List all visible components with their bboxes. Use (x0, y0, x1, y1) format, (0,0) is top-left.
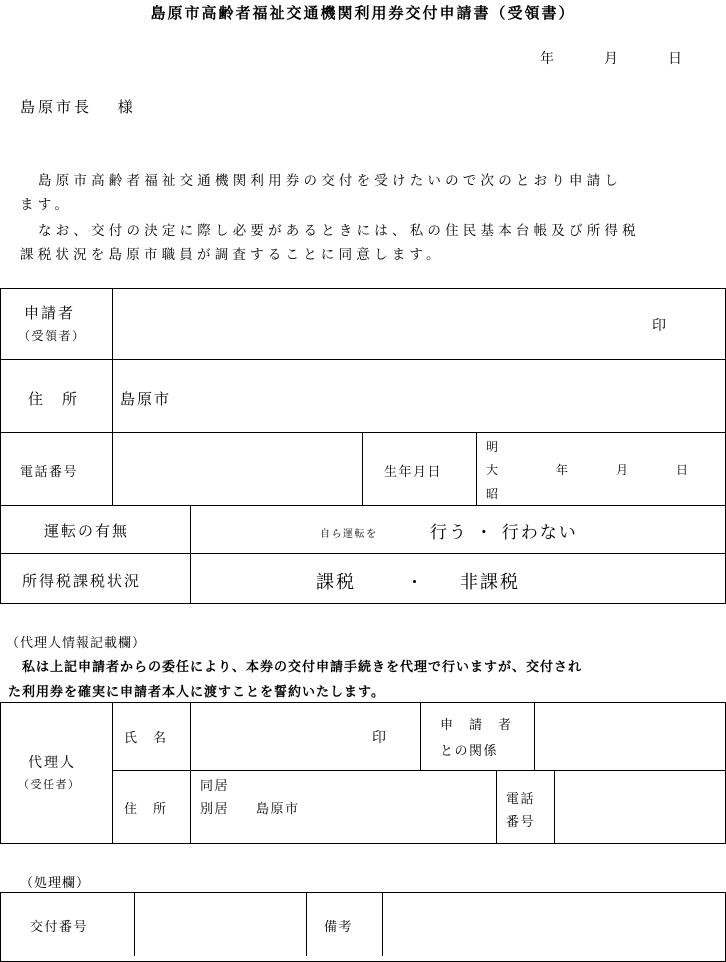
era-taisho[interactable]: 大 (486, 463, 500, 477)
processing-section-title: （処理欄） (20, 876, 91, 891)
tax-label: 所得税課税状況 (22, 572, 142, 590)
date-day-label: 日 (668, 51, 682, 67)
intro-line-4: 課税状況を島原市職員が調査することに同意します。 (20, 247, 444, 263)
intro-line-1: 島原市高齢者福祉交通機関利用券の交付を受けたいので次のとおり申請し (38, 173, 623, 189)
remarks-label: 備考 (324, 920, 354, 935)
birth-day-label: 日 (676, 463, 690, 477)
birth-year-label: 年 (556, 463, 570, 477)
agent-separate-option[interactable]: 別居 (200, 802, 230, 817)
agent-relation-label-1: 申 請 者 (440, 718, 513, 733)
applicant-name-field[interactable] (120, 292, 720, 356)
intro-line-2: ます。 (20, 197, 73, 213)
applicant-seal: 印 (652, 318, 668, 334)
agent-section-title: （代理人情報記載欄） (6, 636, 147, 651)
agent-para-line-2: た利用券を確実に申請者本人に渡すことを誓約いたします。 (8, 685, 385, 700)
document-title: 島原市高齢者福祉交通機関利用券交付申請書（受領書） (150, 4, 576, 22)
agent-phone-field[interactable] (558, 774, 722, 840)
applicant-phone-field[interactable] (116, 436, 358, 502)
agent-address-value[interactable]: 島原市 (256, 802, 300, 817)
tax-separator: ・ (406, 573, 425, 593)
agent-label: 代理人 (28, 755, 76, 771)
agent-para-line-1: 私は上記申請者からの委任により、本券の交付申請手続きを代理で行いますが、交付され (8, 660, 583, 675)
applicant-sublabel: （受領者） (18, 329, 86, 343)
agent-name-label: 氏 名 (124, 731, 168, 746)
agent-sublabel: （受任者） (18, 778, 81, 791)
driving-options[interactable]: 行う ・ 行わない (430, 523, 578, 543)
applicant-address-value[interactable]: 島原市 (120, 390, 172, 408)
applicant-label: 申請者 (24, 304, 76, 322)
agent-relation-label-2: との関係 (440, 744, 499, 759)
agent-seal: 印 (372, 730, 388, 746)
issue-number-label: 交付番号 (30, 920, 89, 935)
agent-address-label: 住 所 (124, 802, 168, 817)
era-meiji[interactable]: 明 (486, 440, 500, 454)
agent-cohabit-option[interactable]: 同居 (200, 779, 230, 794)
agent-relation-field[interactable] (538, 706, 722, 768)
driving-prefix: 自ら運転を (320, 529, 378, 540)
intro-line-3: なお、交付の決定に際し必要があるときには、私の住民基本台帳及び所得税 (38, 223, 640, 239)
addressee: 島原市長 様 (20, 98, 136, 116)
remarks-field[interactable] (386, 896, 722, 954)
issue-number-field[interactable] (138, 896, 302, 954)
date-year-label: 年 (540, 51, 554, 67)
tax-option-taxed[interactable]: 課税 (316, 572, 356, 593)
date-month-label: 月 (604, 51, 618, 67)
birth-month-label: 月 (616, 463, 630, 477)
era-showa[interactable]: 昭 (486, 487, 500, 501)
applicant-birth-label: 生年月日 (384, 465, 443, 480)
agent-phone-label-2: 番号 (506, 815, 536, 830)
driving-label: 運転の有無 (44, 522, 130, 540)
applicant-address-label: 住 所 (28, 390, 80, 408)
agent-phone-label-1: 電話 (506, 792, 536, 807)
applicant-phone-label: 電話番号 (20, 465, 79, 480)
tax-option-untaxed[interactable]: 非課税 (460, 572, 520, 593)
